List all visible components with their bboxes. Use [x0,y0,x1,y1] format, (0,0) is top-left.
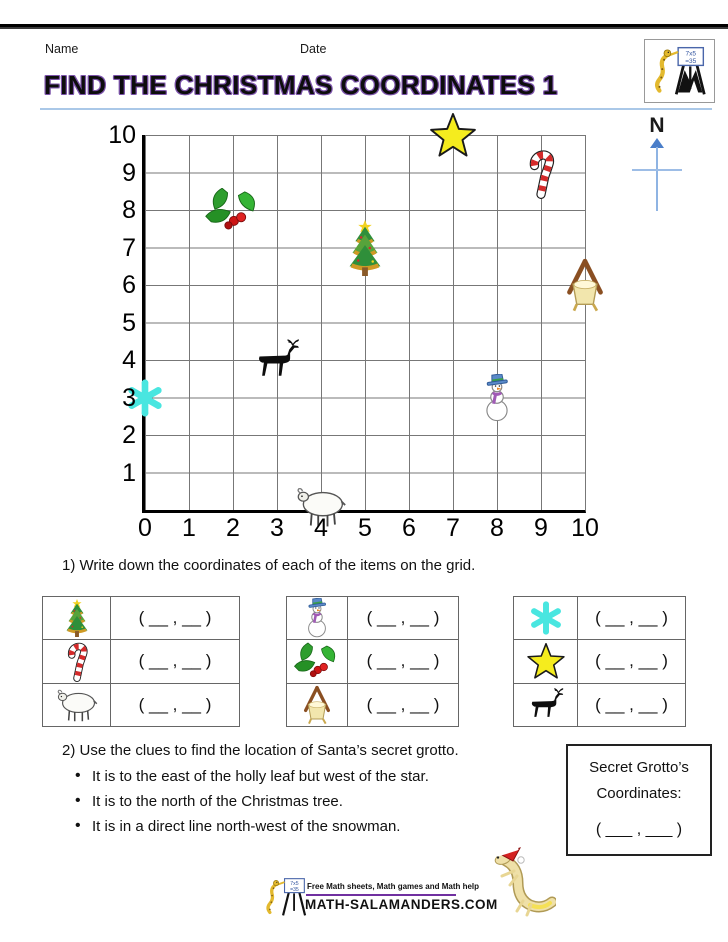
footer-site-name: MATH-SALAMANDERS.COM [305,897,498,912]
grid-item-holly [204,188,262,232]
grid-item-snowman [482,374,512,422]
y-tick: 8 [122,196,136,225]
coordinate-blank: ( __ , __ ) [366,651,440,671]
x-axis-labels [123,514,607,543]
y-tick: 5 [122,308,136,337]
grid-item-candy-cane [526,147,556,199]
candy-cane-icon [526,147,556,199]
x-tick: 0 [138,514,152,542]
answers-table-2 [286,596,459,727]
table-row [43,597,239,639]
manger-icon [287,684,348,726]
x-tick: 9 [534,514,548,542]
x-tick: 6 [402,514,416,542]
star-icon [514,640,578,682]
snowman-icon [287,597,348,639]
page-title: FIND THE CHRISTMAS COORDINATES 1 [44,70,558,100]
y-tick: 4 [122,346,136,375]
y-tick: 1 [122,458,136,487]
salamander-easel-icon [652,45,708,97]
x-tick: 3 [270,514,284,542]
grid-item-star [430,113,476,157]
table-row [287,639,458,682]
compass-north-label: N [649,114,665,137]
table-row [43,639,239,682]
answers-table-3 [513,596,686,727]
question1-text: 1) Write down the coordinates of each of the items on the grid. [62,557,476,574]
candy-cane-icon [43,640,111,682]
grid-items-layer [145,135,585,510]
grotto-title-line2: Coordinates: [596,785,682,803]
salamander-easel-icon [264,876,308,918]
footer-logo [264,876,308,918]
snowflake-icon [514,597,578,639]
footer-underline [306,894,456,896]
clue-2: • It is to the north of the Christmas tree. [92,793,554,810]
x-tick: 8 [490,514,504,542]
header-rule [0,24,728,29]
coordinate-blank: ( __ , __ ) [138,651,212,671]
table-row [514,683,685,726]
santa-salamander-icon [490,843,556,921]
y-tick: 9 [122,158,136,187]
question2-text: 2) Use the clues to find the location of Santa’s secret grotto. [62,742,459,759]
x-tick: 10 [571,514,599,542]
x-tick: 5 [358,514,372,542]
y-tick: 6 [122,271,136,300]
name-label: Name [45,42,79,56]
sheep-icon [43,684,111,726]
coordinate-blank: ( __ , __ ) [366,694,440,714]
clue-1: • It is to the east of the holly leaf but west of the star. [92,768,554,785]
reindeer-icon [248,339,306,381]
x-tick: 2 [226,514,240,542]
grid-item-christmas-tree [347,220,383,276]
coordinate-blank: ( __ , __ ) [595,694,668,714]
x-tick: 7 [446,514,460,542]
reindeer-icon [514,684,578,726]
title-underline [40,108,712,110]
x-tick: 1 [182,514,196,542]
snowman-icon [482,374,512,422]
y-tick: 10 [108,121,136,150]
coordinate-blank: ( __ , __ ) [595,651,668,671]
question2 [62,742,554,835]
coordinate-grid [142,135,586,513]
table-row [514,597,685,639]
manger-icon [563,258,607,312]
holly-icon [287,640,348,682]
table-row [43,683,239,726]
compass-crossbar [632,169,682,171]
coordinate-blank: ( __ , __ ) [366,608,440,628]
y-tick: 3 [122,383,136,412]
grid-item-manger [563,258,607,312]
y-tick: 2 [122,421,136,450]
table-row [287,683,458,726]
x-tick: 4 [314,514,328,542]
footer-tagline: Free Math sheets, Math games and Math help [307,882,480,891]
site-logo [644,39,715,103]
answers-table-1 [42,596,240,727]
christmas-tree-icon [43,597,111,639]
grid-item-reindeer [248,339,306,381]
compass-arrow-shaft [656,147,658,211]
christmas-tree-icon [347,220,383,276]
grotto-coordinate-blank: ( ___ , ___ ) [595,820,683,838]
coordinate-blank: ( __ , __ ) [138,608,212,628]
grotto-title-line1: Secret Grotto’s [589,759,689,776]
y-tick: 7 [122,233,136,262]
clue-3: • It is in a direct line north-west of the snowman. [92,818,554,835]
grotto-answer-box [566,744,712,856]
date-label: Date [300,42,327,56]
table-row [287,597,458,639]
y-axis-labels [84,117,136,492]
coordinate-blank: ( __ , __ ) [138,694,212,714]
holly-icon [204,188,262,232]
star-icon [430,113,476,157]
table-row [514,639,685,682]
coordinate-blank: ( __ , __ ) [595,608,668,628]
